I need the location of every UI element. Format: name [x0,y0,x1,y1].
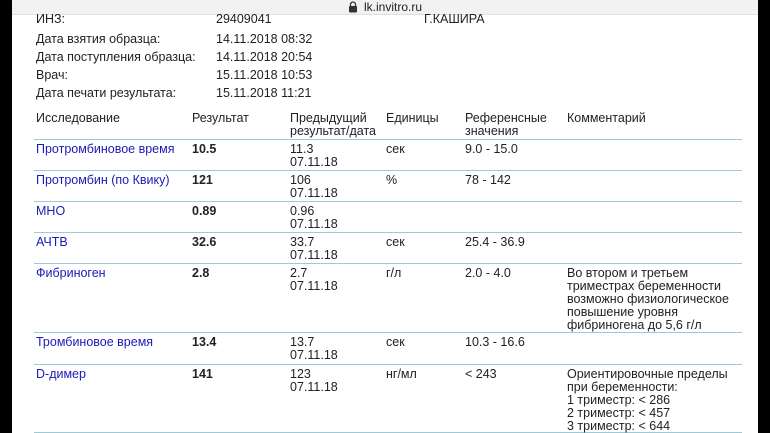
comment: Во втором и третьем триместрах беременности возможно физиологическое повышение уровня фибриногена до 5,6 г/л [567,266,729,332]
previous-value: 2.7 [290,266,308,280]
header-result: Результат [192,111,249,125]
lock-icon [348,1,358,13]
header-units: Единицы [386,111,439,125]
browser-screen [12,0,758,433]
units: сек [386,335,405,349]
previous-date: 07.11.18 [290,348,338,362]
table-row [34,333,742,365]
previous-result [290,368,385,394]
units: г/л [386,266,402,280]
result-value: 0.89 [192,204,217,218]
meta-value: 15.11.2018 10:53 [216,68,313,82]
previous-date: 07.11.18 [290,279,338,293]
test-name[interactable]: МНО [36,204,66,218]
test-name[interactable]: АЧТВ [36,235,68,249]
reference-range: 25.4 - 36.9 [465,235,525,249]
inz-value: 29409041 [216,12,272,26]
header-reference: Референсные значения [465,111,547,138]
test-name[interactable]: Фибриноген [36,266,106,280]
meta-row [36,30,312,48]
previous-date: 07.11.18 [290,217,338,231]
previous-value: 0.96 [290,204,315,218]
previous-date: 07.11.18 [290,380,338,394]
meta-value: 14.11.2018 08:32 [216,32,313,46]
meta-value: 15.11.2018 11:21 [216,86,312,100]
units: нг/мл [386,367,417,381]
meta-row [36,66,312,84]
reference-range: 9.0 - 15.0 [465,142,518,156]
table-row [34,140,742,171]
previous-value: 33.7 [290,235,315,249]
result-value: 121 [192,173,213,187]
table-row [34,365,742,433]
meta-row [36,84,312,102]
comment: Ориентировочные пределы при беременности: 1 триместр: < 286 2 триместр: < 457 3 триместр: < 644 [567,367,728,433]
test-name[interactable]: Протромбиновое время [36,142,175,156]
reference-range: < 243 [465,367,497,381]
header-previous: Предыдущий результат/дата [290,111,376,138]
reference-range: 2.0 - 4.0 [465,266,511,280]
previous-result [290,267,385,293]
header-comment: Комментарий [567,111,646,125]
meta-label: Дата печати результата: [36,86,177,100]
address-bar[interactable] [12,0,758,15]
meta-label: Врач: [36,68,68,82]
units: сек [386,235,405,249]
previous-value: 106 [290,173,311,187]
meta-label: Дата взятия образца: [36,32,161,46]
previous-value: 13.7 [290,335,315,349]
previous-result [290,205,385,231]
previous-result [290,336,385,362]
table-row [34,264,742,333]
result-value: 13.4 [192,335,217,349]
results-table [34,108,742,433]
table-row [34,171,742,202]
result-value: 141 [192,367,213,381]
reference-range: 10.3 - 16.6 [465,335,525,349]
sample-info [36,30,312,102]
meta-value: 14.11.2018 20:54 [216,50,313,64]
table-header [34,108,742,140]
previous-date: 07.11.18 [290,186,338,200]
units: сек [386,142,405,156]
result-value: 32.6 [192,235,217,249]
test-name[interactable]: Тромбиновое время [36,335,154,349]
result-value: 10.5 [192,142,217,156]
previous-result [290,143,385,169]
previous-value: 11.3 [290,142,314,156]
previous-date: 07.11.18 [290,155,338,169]
test-name[interactable]: Протромбин (по Квику) [36,173,170,187]
test-name[interactable]: D-димер [36,367,86,381]
header-test: Исследование [36,111,120,125]
inz-label: ИНЗ: [36,12,66,26]
previous-result [290,174,385,200]
previous-result [290,236,385,262]
table-row [34,202,742,233]
meta-row [36,48,312,66]
previous-value: 123 [290,367,311,381]
units: % [386,173,398,187]
url-text[interactable]: lk.invitro.ru [363,0,422,14]
table-row [34,233,742,264]
city-value: Г.КАШИРА [424,12,485,26]
result-value: 2.8 [192,266,210,280]
reference-range: 78 - 142 [465,173,511,187]
previous-date: 07.11.18 [290,248,338,262]
meta-label: Дата поступления образца: [36,50,196,64]
